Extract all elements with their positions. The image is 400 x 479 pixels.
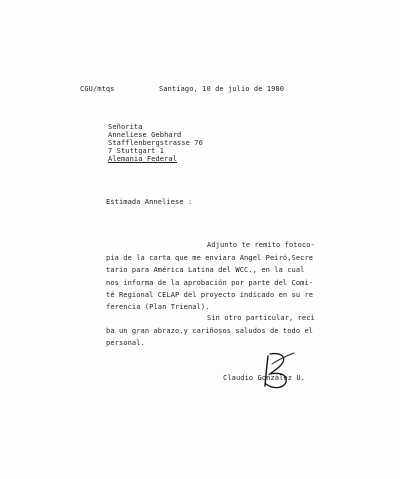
body-line: nos informa de la aprobación por parte del Comi- [106, 279, 314, 287]
recipient-line: Alemania Federal [108, 155, 178, 163]
recipient-line: 7 Stuttgart 1 [108, 147, 165, 155]
recipient-line: Stafflenbergstrasse 76 [108, 139, 203, 147]
body-line: Sin otro particular, reci [207, 314, 315, 322]
body-line: personal. [106, 339, 145, 347]
handwritten-signature [258, 350, 300, 392]
reference-code: CGU/mtqs [80, 85, 115, 93]
signatory-name: Claudio González U. [223, 374, 305, 382]
body-line: Adjunto te remito fotoco- [207, 241, 315, 249]
body-line: ba un gran abrazo.y cariñosos saludos de todo el [106, 327, 314, 335]
body-line: tario para América Latina del WCC., en la cual [106, 266, 305, 274]
salutation: Estimada Anneliese : [106, 198, 193, 206]
body-line: ferencia (Plan Trienal). [106, 303, 210, 311]
body-line: pia de la carta que me enviara Angel Peiró,Secre [106, 254, 314, 262]
body-line: té Regional CELAP del proyecto indicado en su re [106, 291, 314, 299]
recipient-line: Anneliese Gebhard [108, 131, 182, 139]
place-date: Santiago, 10 de julio de 1980 [159, 85, 285, 93]
recipient-line: Señorita [108, 123, 143, 131]
